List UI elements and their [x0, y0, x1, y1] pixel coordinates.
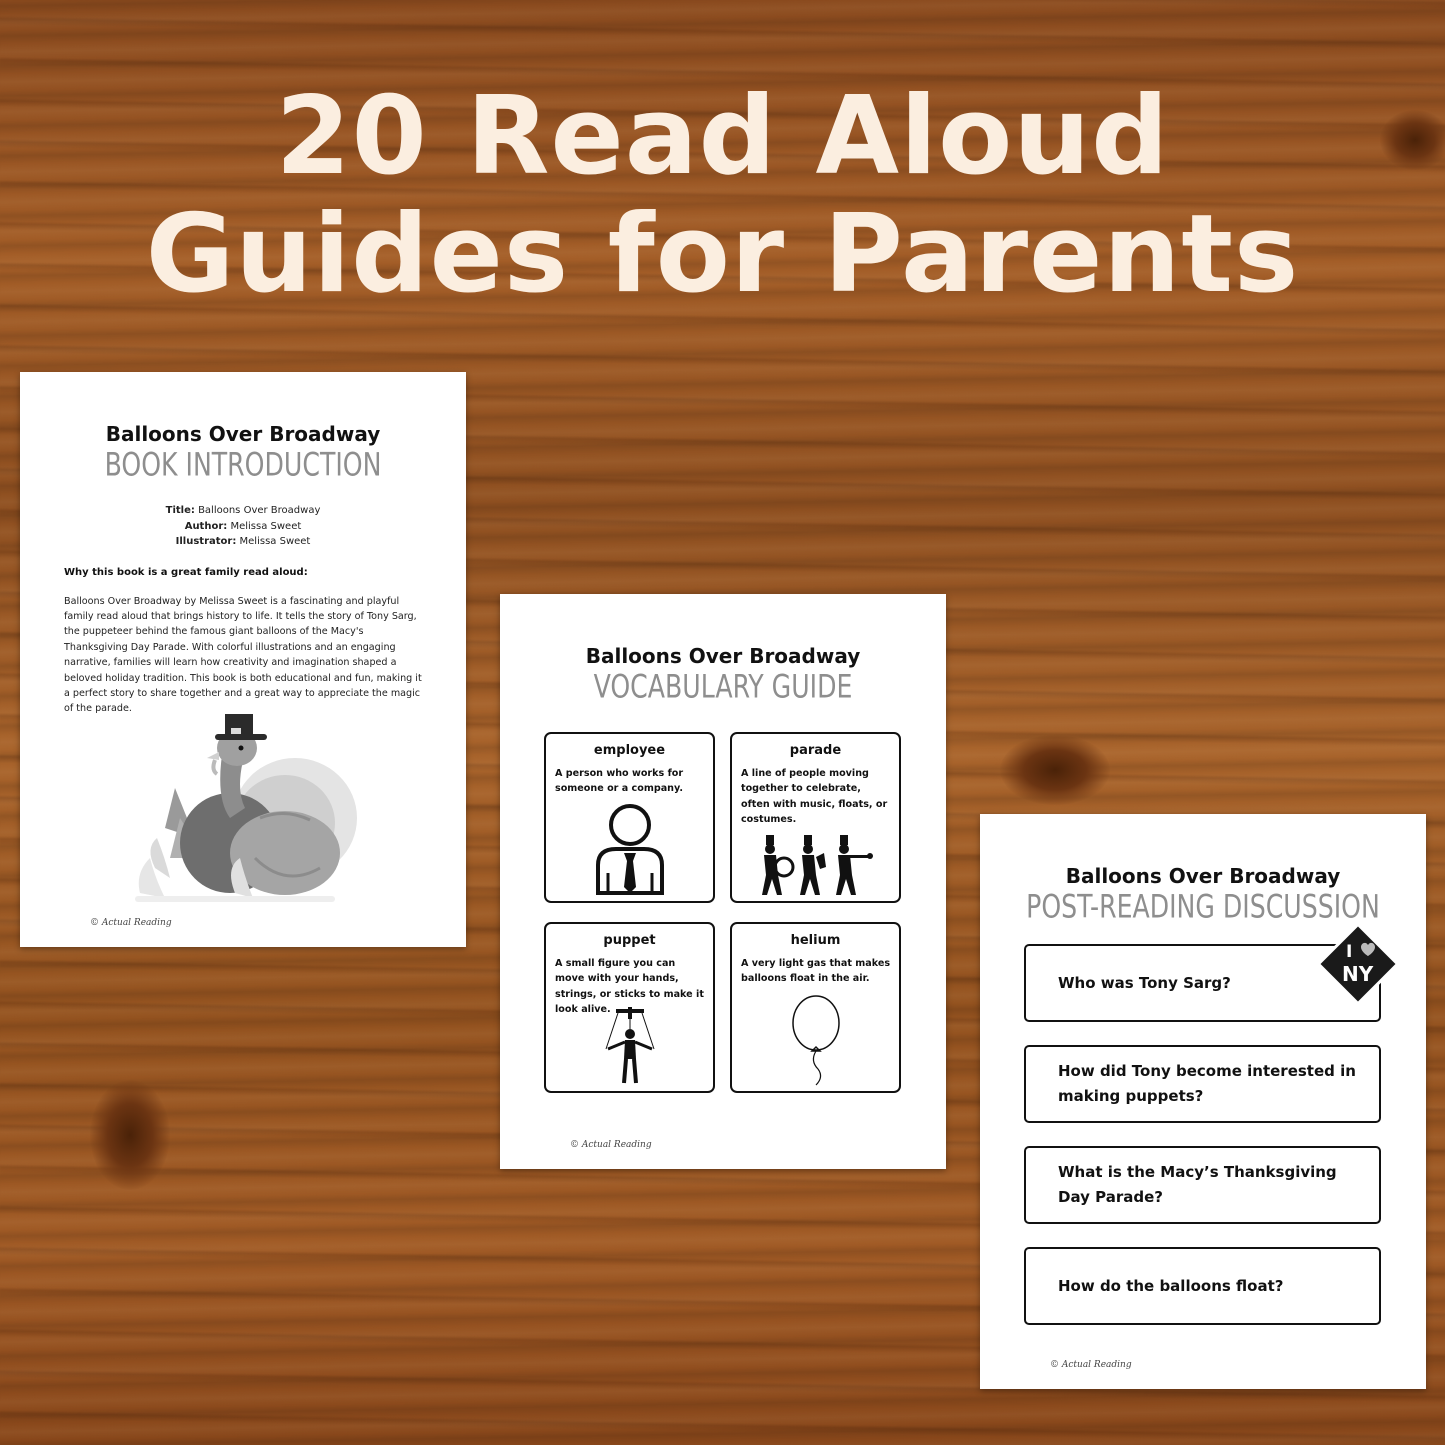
- vocab-word: parade: [789, 743, 842, 758]
- i-love-ny-badge: [1316, 922, 1400, 1006]
- vocabulary-guide-page: [500, 594, 946, 1169]
- marionette-icon: [600, 1007, 660, 1087]
- book-introduction-page: [20, 372, 466, 947]
- discussion-question: How do the balloons float?: [1024, 1247, 1381, 1325]
- vocab-word: helium: [790, 933, 841, 948]
- person-icon: [590, 803, 670, 897]
- discussion-question: What is the Macy’s Thanksgiving Day Parade?: [1024, 1146, 1381, 1224]
- headline-line-2: Guides for Parents: [145, 192, 1300, 317]
- meta-value: Melissa Sweet: [239, 536, 311, 547]
- page-subtitle: POST-READING DISCUSSION: [1026, 887, 1380, 926]
- page-title: Balloons Over Broadway: [1065, 864, 1341, 888]
- meta-label: Title:: [165, 505, 195, 516]
- intro-paragraph: Balloons Over Broadway by Melissa Sweet is a fascinating and playful family read aloud that brings history to life. It tells the story of Tony Sarg, the puppeteer behind the famous giant balloons of the Macy's Thanksgiving Day Parade. With colorful illustrations and an engaging narrative, families will learn how creativity and imagination shaped a beloved holiday tradition. This book is both educational and fun, making it a perfect story to share together and a great way to appreciate the magic of the parade.: [64, 595, 422, 715]
- balloon-icon: [786, 995, 846, 1087]
- book-meta: [20, 503, 466, 550]
- copyright: © Actual Reading: [90, 918, 172, 928]
- why-heading: Why this book is a great family read aloud:: [64, 566, 308, 578]
- copyright: © Actual Reading: [570, 1140, 652, 1150]
- discussion-question: How did Tony become interested in making puppets?: [1024, 1045, 1381, 1123]
- page-subtitle: VOCABULARY GUIDE: [593, 667, 853, 706]
- wood-knot: [1000, 735, 1110, 805]
- meta-label: Author:: [184, 520, 228, 532]
- page-title: Balloons Over Broadway: [105, 422, 381, 446]
- vocab-word: employee: [593, 743, 666, 758]
- vocab-card-helium: [730, 922, 901, 1093]
- wood-knot: [90, 1080, 170, 1190]
- discussion-question: Who was Tony Sarg?: [1024, 944, 1381, 1022]
- badge-ny: NY: [1342, 962, 1374, 986]
- copyright: © Actual Reading: [1050, 1360, 1132, 1370]
- page-title: Balloons Over Broadway: [585, 644, 861, 668]
- vocab-definition: A line of people moving together to celebrate, often with music, floats, or costumes.: [741, 768, 888, 825]
- vocab-card-employee: [544, 732, 715, 903]
- vocab-definition: A very light gas that makes balloons float in the air.: [741, 958, 891, 985]
- turkey-pilgrim-illustration: [135, 708, 365, 908]
- vocab-card-puppet: [544, 922, 715, 1093]
- page-subtitle: BOOK INTRODUCTION: [104, 445, 382, 484]
- vocab-card-parade: [730, 732, 901, 903]
- marching-band-icon: [758, 833, 873, 897]
- vocab-definition: A person who works for someone or a company.: [555, 768, 684, 795]
- meta-value: Melissa Sweet: [230, 520, 302, 532]
- headline: [0, 74, 1445, 317]
- meta-value: Balloons Over Broadway: [198, 505, 321, 516]
- meta-label: Illustrator:: [175, 536, 237, 547]
- post-reading-discussion-page: [980, 814, 1426, 1389]
- vocab-word: puppet: [603, 933, 656, 948]
- headline-line-1: 20 Read Aloud: [275, 74, 1170, 199]
- vocab-definition: A small figure you can move with your hands, strings, or sticks to make it look alive.: [555, 958, 704, 1015]
- badge-i: I: [1346, 942, 1353, 962]
